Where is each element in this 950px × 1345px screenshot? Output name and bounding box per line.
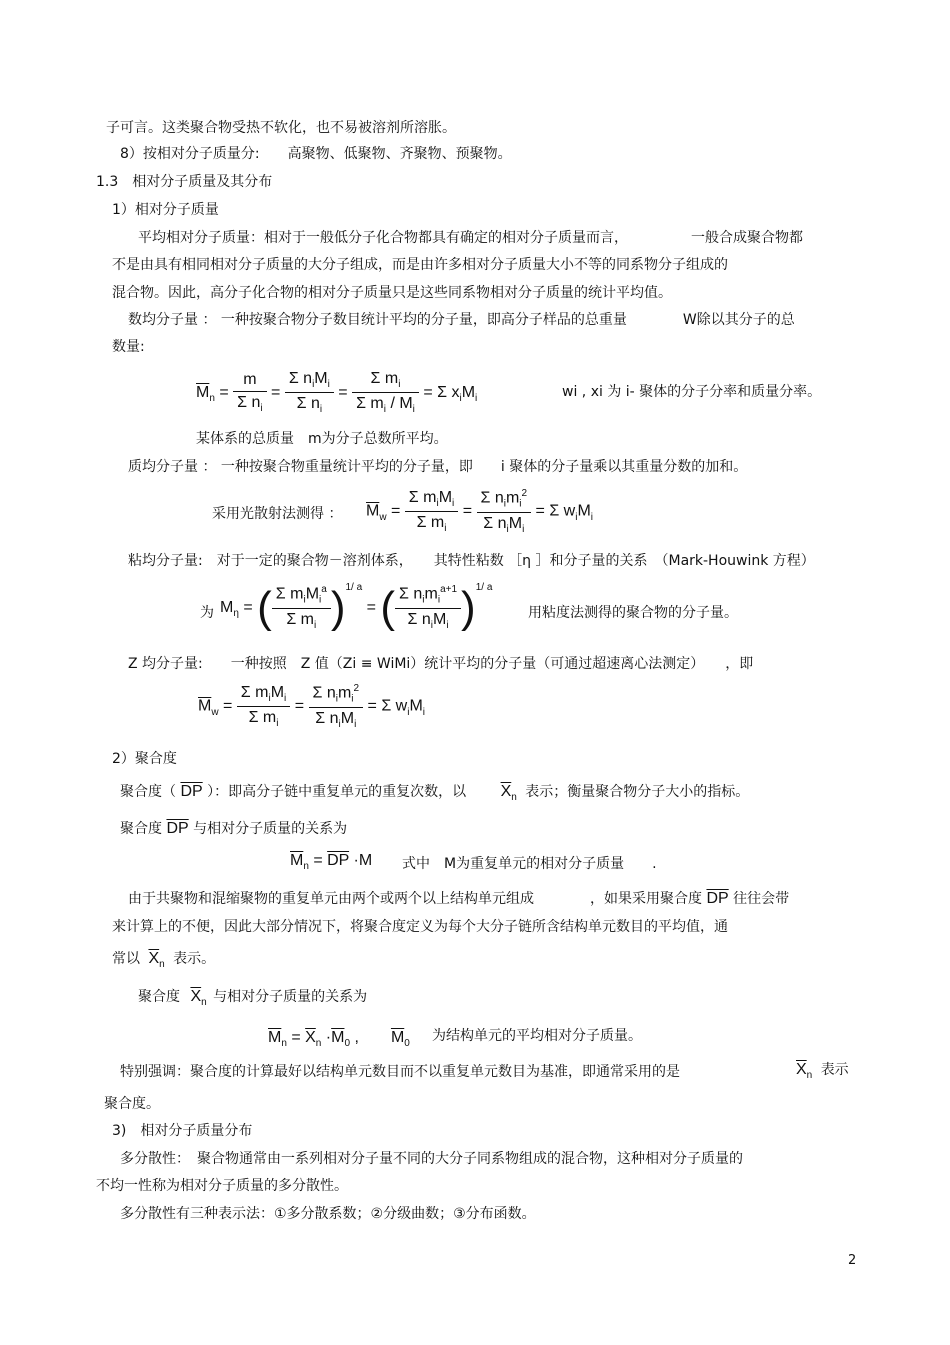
text-line: 数量: (112, 339, 145, 355)
section-heading: 1.3 相对分子质量及其分布 (96, 174, 273, 190)
text-line (112, 950, 215, 974)
text-line: 为 (200, 605, 214, 621)
formula-dp: $\overline{M}_n = \overline{DP} \cdot M$ (290, 852, 373, 873)
formula-xn: $\overline{M}_n = \overline{X}_n \cdot\overline{M}_0$ , $\overline{M}_0$ (268, 1029, 410, 1050)
text-line: 采用光散射法测得 ： (212, 506, 343, 522)
text-line: 数均分子量 ： 一种按聚合物分子数目统计平均的分子量，即高分子样品的总重量 W除以其分子的总 (128, 312, 795, 328)
text-line: 平均相对分子质量：相对于一般低分子化合物都具有确定的相对分子质量而言， 一般合成聚合物都 (138, 230, 803, 246)
text-line (128, 890, 789, 908)
text-span: 表示。 (173, 951, 216, 967)
subsection-heading: 1）相对分子质量 (112, 202, 219, 218)
text-span: 由于共聚物和混缩聚物的重复单元由两个或两个以上结构单元组成 ，如果采用聚合度 (128, 891, 702, 907)
text-span: 往往会带 (733, 891, 790, 907)
text-line: 用粘度法测得的聚合物的分子量。 (528, 605, 738, 621)
text-span: 与相对分子质量的关系为 (213, 989, 368, 1005)
text-span: 聚合度 (120, 821, 162, 837)
formula-note: wi , xi 为 i- 聚体的分子分率和质量分率。 (562, 384, 822, 400)
text-line (138, 988, 367, 1012)
symbol-dp: $\overline{DP}$ (706, 890, 729, 907)
text-line: 某体系的总质量 m为分子总数所平均。 (196, 431, 448, 447)
page-number: 2 (848, 1253, 857, 1268)
text-span: 与相对分子质量的关系为 (193, 821, 348, 837)
subsection-heading: 3) 相对分子质量分布 (112, 1123, 253, 1139)
symbol-xn: $\overline{X}_n$ (500, 783, 517, 804)
text-line (120, 783, 749, 807)
text-line: 式中 M为重复单元的相对分子质量 . (402, 856, 657, 872)
text-line: 不是由具有相同相对分子质量的大分子组成，而是由许多相对分子质量大小不等的同系物分子组成的 (112, 257, 728, 273)
symbol-dp: $\overline{DP}$ (180, 783, 203, 800)
text-line: 质均分子量 ： 一种按聚合物重量统计平均的分子量，即 i 聚体的分子量乘以其重量分数的加和。 (128, 459, 748, 475)
text-line: 来计算上的不便，因此大部分情况下，将聚合度定义为每个大分子链所含结构单元数目的平均值，通 (112, 919, 728, 935)
text-line: Z 均分子量: 一种按照 Z 值（Zi ≡ WiMi）统计平均的分子量（可通过超速离心法测定） ，即 (128, 656, 754, 672)
text-line: 为结构单元的平均相对分子质量。 (432, 1028, 642, 1044)
text-span: 表示 (820, 1062, 849, 1078)
text-line: 多分散性有三种表示法：①多分散系数；②分级曲数；③分布函数。 (120, 1206, 536, 1222)
text-line: 特别强调：聚合度的计算最好以结构单元数目而不以重复单元数目为基准，即通常采用的是 (120, 1064, 680, 1080)
text-span: ）：即高分子链中重复单元的重复次数，以 (207, 784, 467, 800)
text-line: 8）按相对分子质量分: 高聚物、低聚物、齐聚物、预聚物。 (120, 146, 512, 162)
text-span: 聚合度 (138, 989, 180, 1005)
formula-z-average: $\overline{M}_w$ = $\frac{\Sigma m_iM_i}{\Sigma m_i}$ = $\frac{\Sigma n_im_i^2}{\Sigma n_iM_i}$ = Σ $w_iM_i$ (198, 683, 426, 730)
text-span: 常以 (112, 951, 140, 967)
subsection-heading: 2）聚合度 (112, 751, 177, 767)
text-line: 混合物。因此，高分子化合物的相对分子质量只是这些同系物相对分子质量的统计平均值。 (112, 285, 672, 301)
text-line: 聚合度。 (104, 1096, 160, 1112)
text-line (120, 820, 347, 838)
text-span: 表示；衡量聚合物分子大小的指标。 (525, 784, 750, 800)
symbol-xn: $\overline{X}_n$ (148, 950, 165, 971)
text-line: 子可言。这类聚合物受热不软化，也不易被溶剂所溶胀。 (106, 120, 456, 136)
symbol-dp: $\overline{DP}$ (166, 820, 189, 837)
formula-weight-average: $\overline{M}_w$ = $\frac{\Sigma m_iM_i}{\Sigma m_i}$ = $\frac{\Sigma n_im_i^2}{\Sigma n_iM_i}$ = Σ $w_iM_i$ (366, 488, 594, 535)
symbol-xn: $\overline{X}_n$ (190, 988, 207, 1009)
text-line (796, 1061, 849, 1085)
text-span: 聚合度（ (120, 784, 176, 800)
symbol-xn: $\overline{X}_n$ (796, 1061, 813, 1082)
text-line: 不均一性称为相对分子质量的多分散性。 (96, 1178, 348, 1194)
text-line: 多分散性： 聚合物通常由一系列相对分子量不同的大分子同系物组成的混合物，这种相对分子质量的 (120, 1151, 743, 1167)
formula-number-average: $\overline{M}_n$ = $\frac{m}{\Sigma n_i}$ = $\frac{\Sigma n_iM_i}{\Sigma n_i}$ = $\frac{\Sigma m_i}{\Sigma m_i / M_i}$ = Σ $x_iM_i$ (196, 370, 478, 416)
formula-viscosity-average: $M_\eta$ = ( $\frac{\Sigma m_iM_i^a}{\Sigma m_i}$ )$^{1/ a}$ = ( $\frac{\Sigma n_im_i^{a+1}}{\Sigma n_iM_i}$ )$^{1/ a}$ (220, 582, 493, 632)
text-line: 粘均分子量: 对于一定的聚合物－溶剂体系， 其特性粘数 ［η ］和分子量的关系 （Mark-Houwink 方程） (128, 553, 815, 569)
